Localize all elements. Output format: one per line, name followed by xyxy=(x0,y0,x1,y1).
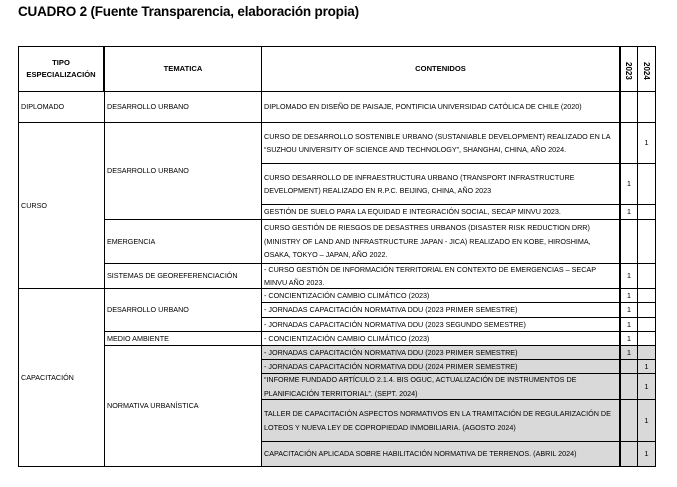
header-contenidos: CONTENIDOS xyxy=(261,46,620,92)
count-2024-cell xyxy=(637,219,656,264)
group-diplomado: DIPLOMADO xyxy=(18,91,105,123)
table-row-content: “INFORME FUNDADO ARTÍCULO 2.1.4. BIS OGUC, ACTUALIZACIÓN DE INSTRUMENTOS DE PLANIFICACIÓN TERRITORIAL”. (SEPT. 2024) xyxy=(261,373,620,400)
group-capacitacion: CAPACITACIÓN xyxy=(18,288,105,467)
count-2023-cell: 1 xyxy=(619,302,638,318)
tematica-normativa-urbanistica: NORMATIVA URBANÍSTICA xyxy=(104,345,262,467)
tematica-desarrollo-urbano: DESARROLLO URBANO xyxy=(104,122,262,220)
table-row-content: GESTIÓN DE SUELO PARA LA EQUIDAD E INTEGRACIÓN SOCIAL, SECAP MINVU 2023. xyxy=(261,204,620,220)
count-2023-cell xyxy=(619,441,638,467)
count-2023-cell xyxy=(619,91,638,123)
header-2024: 2024 xyxy=(637,46,656,92)
count-2024-cell xyxy=(637,317,656,332)
table-row-content: - CONCIENTIZACIÓN CAMBIO CLIMÁTICO (2023) xyxy=(261,331,620,346)
tematica-medio-ambiente: MEDIO AMBIENTE xyxy=(104,331,262,346)
count-2024-cell xyxy=(637,331,656,346)
count-2023-cell: 1 xyxy=(619,204,638,220)
count-2023-cell: 1 xyxy=(619,317,638,332)
count-2024-cell xyxy=(637,91,656,123)
table-row-content: CURSO DESARROLLO DE INFRAESTRUCTURA URBANO (TRANSPORT INFRASTRUCTURE DEVELOPMENT) REALIZADO EN R.P.C. BEIJING, CHINA, AÑO 2023 xyxy=(261,163,620,205)
count-2023-cell: 1 xyxy=(619,345,638,360)
count-2023-cell xyxy=(619,219,638,264)
count-2023-cell: 1 xyxy=(619,331,638,346)
count-2024-cell: 1 xyxy=(637,122,656,164)
count-2024-cell: 1 xyxy=(637,373,656,400)
count-2024-cell xyxy=(637,204,656,220)
count-2023-cell xyxy=(619,399,638,442)
count-2024-cell xyxy=(637,263,656,289)
count-2024-cell: 1 xyxy=(637,441,656,467)
header-2023: 2023 xyxy=(619,46,638,92)
table-title: CUADRO 2 (Fuente Transparencia, elaboración propia) xyxy=(18,4,359,19)
count-2023-cell xyxy=(619,122,638,164)
tematica-desarrollo-urbano: DESARROLLO URBANO xyxy=(104,288,262,332)
count-2024-cell xyxy=(637,302,656,318)
count-2024-cell xyxy=(637,345,656,360)
table-row-content: - JORNADAS CAPACITACIÓN NORMATIVA DDU (2024 PRIMER SEMESTRE) xyxy=(261,359,620,374)
tematica-sistemas-georeferenciacion: SISTEMAS DE GEOREFERENCIACIÓN xyxy=(104,263,262,289)
table-row-content: - JORNADAS CAPACITACIÓN NORMATIVA DDU (2023 PRIMER SEMESTRE) xyxy=(261,345,620,360)
header-tipo: TIPO ESPECIALIZACIÓN xyxy=(18,46,105,92)
count-2024-cell: 1 xyxy=(637,359,656,374)
tematica-desarrollo-urbano: DESARROLLO URBANO xyxy=(104,91,262,123)
count-2024-cell: 1 xyxy=(637,399,656,442)
table-row-content: - CURSO GESTIÓN DE INFORMACIÓN TERRITORIAL EN CONTEXTO DE EMERGENCIAS – SECAP MINVU AÑO 2023. xyxy=(261,263,620,289)
table-row-content: CURSO DE DESARROLLO SOSTENIBLE URBANO (SUSTANIABLE DEVELOPMENT) REALIZADO EN LA “SUZHOU UNIVERSITY OF SCIENCE AND TECHNOLOGY”, SHANGHAI, CHINA, AÑO 2024. xyxy=(261,122,620,164)
group-curso: CURSO xyxy=(18,122,105,289)
table-row-content: CURSO GESTIÓN DE RIESGOS DE DESASTRES URBANOS (DISASTER RISK REDUCTION DRR) (MINISTRY OF LAND AND INFRASTRUCTURE JAPAN - JICA) REALIZADO EN KOBE, HIROSHIMA, OSAKA, TOKYO – JAPAN, AÑO 2022. xyxy=(261,219,620,264)
count-2023-cell xyxy=(619,373,638,400)
table-row-content: - JORNADAS CAPACITACIÓN NORMATIVA DDU (2023 PRIMER SEMESTRE) xyxy=(261,302,620,318)
count-2023-cell xyxy=(619,359,638,374)
table-row-content: - JORNADAS CAPACITACIÓN NORMATIVA DDU (2023 SEGUNDO SEMESTRE) xyxy=(261,317,620,332)
table-row-content: DIPLOMADO EN DISEÑO DE PAISAJE, PONTIFICIA UNIVERSIDAD CATÓLICA DE CHILE (2020) xyxy=(261,91,620,123)
header-tematica: TEMATICA xyxy=(104,46,262,92)
table-row-content: TALLER DE CAPACITACIÓN ASPECTOS NORMATIVOS EN LA TRAMITACIÓN DE REGULARIZACIÓN DE LOTEOS Y NUEVA LEY DE COPROPIEDAD INMOBILIARIA. (AGOSTO 2024) xyxy=(261,399,620,442)
count-2024-cell xyxy=(637,288,656,303)
count-2024-cell xyxy=(637,163,656,205)
table-row-content: CAPACITACIÓN APLICADA SOBRE HABILITACIÓN NORMATIVA DE TERRENOS. (ABRIL 2024) xyxy=(261,441,620,467)
count-2023-cell: 1 xyxy=(619,288,638,303)
count-2023-cell: 1 xyxy=(619,163,638,205)
tematica-emergencia: EMERGENCIA xyxy=(104,219,262,264)
count-2023-cell: 1 xyxy=(619,263,638,289)
table-row-content: - CONCIENTIZACIÓN CAMBIO CLIMÁTICO (2023) xyxy=(261,288,620,303)
